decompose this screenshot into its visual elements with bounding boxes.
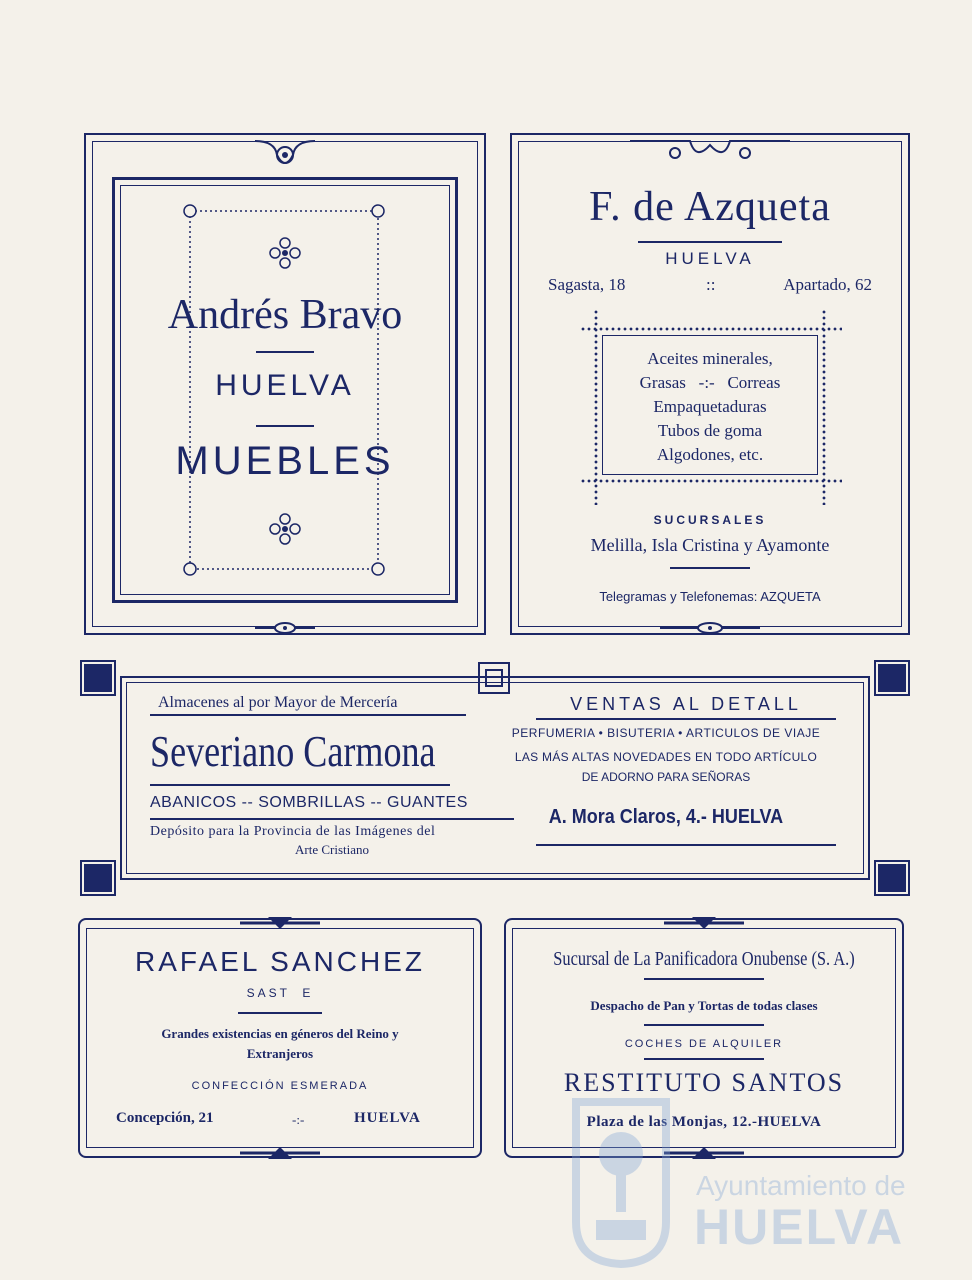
ad-andres-bravo [84,133,486,635]
retail-title: VENTAS AL DETALL [570,694,802,714]
address-street: Sagasta, 18 [548,275,626,294]
business-name: RAFAEL SANCHEZ [135,946,425,977]
stock-line-1: Grandes existencias en géneros del Reino y [161,1026,399,1041]
business-name: Andrés Bravo [167,292,403,338]
product-item: Empaquetaduras [653,397,767,416]
dotted-border [580,327,842,331]
business-name: F. de Azqueta [589,184,831,230]
items-label: ABANICOS -- SOMBRILLAS -- GUANTES [150,794,468,811]
address-separator: -:- [292,1112,305,1127]
divider [644,978,764,980]
divider [256,351,314,353]
top-ornament-icon [240,916,320,930]
retail-line-3: DE ADORNO PARA SEÑORAS [581,770,751,784]
flower-ornament-icon [267,235,303,271]
bakery-line: Despacho de Pan y Tortas de todas clases [590,998,818,1013]
product-item: Algodones, etc. [656,445,764,464]
ad-rafael-sanchez [78,918,482,1158]
corner-frame-icon [874,860,910,896]
business-name: Severiano Carmona [150,727,436,776]
watermark-line-1: Ayuntamiento de [696,1170,906,1201]
center-ornament-icon [485,669,503,687]
stock-line-2: Extranjeros [246,1046,314,1061]
bottom-ornament-icon [240,1146,320,1160]
wholesale-label: Almacenes al por Mayor de Mercería [158,694,398,711]
city-shield-watermark-icon [566,1092,676,1268]
divider [536,844,836,846]
carriages-line: COCHES DE ALQUILER [624,1038,784,1050]
divider [256,425,314,427]
dotted-border [580,479,842,483]
divider [536,718,836,720]
city-label: HUELVA [215,369,355,402]
deposit-line-1: Depósito para la Provincia de las Imágenes del [150,824,436,839]
retail-line-1: PERFUMERIA • BISUTERIA • ARTICULOS DE VIAJE [511,726,821,740]
product-item: Grasas -:- Correas [639,373,781,392]
business-name: RESTITUTO SANTOS [563,1068,845,1097]
city-label: HUELVA [354,1110,421,1126]
address-label: Concepción, 21 [116,1110,214,1126]
address-label: Plaza de las Monjas, 12.-HUELVA [586,1114,822,1130]
deposit-line-2: Arte Cristiano [294,842,369,857]
divider [644,1024,764,1026]
corner-frame-icon [80,660,116,696]
product-item: Tubos de goma [657,421,763,440]
address-label: A. Mora Claros, 4.- HUELVA [548,806,784,828]
address-box: Apartado, 62 [783,275,872,294]
branches-list: Melilla, Isla Cristina y Ayamonte [590,535,830,555]
branches-title: SUCURSALES [653,513,767,527]
watermark-line-2: HUELVA [694,1199,905,1255]
divider [638,241,782,243]
divider [150,818,514,820]
ad-restituto-santos [504,918,904,1158]
flower-ornament-icon [267,511,303,547]
bottom-ornament-icon [660,621,760,635]
corner-frame-icon [874,660,910,696]
ad-severiano-carmona [80,660,910,896]
ad-azqueta [510,133,910,635]
bottom-ornament-icon [255,621,315,635]
trade-label: SAST E [246,986,314,1000]
corner-frame-icon [80,860,116,896]
bottom-ornament-icon [664,1146,744,1160]
divider [644,1058,764,1060]
product-label: MUEBLES [175,439,395,483]
branch-title: Sucursal de La Panificadora Onubense (S. A.) [553,948,855,970]
retail-line-2: LAS MÁS ALTAS NOVEDADES EN TODO ARTÍCULO [514,750,818,764]
scroll-ornament-icon [630,133,790,163]
divider [150,714,466,716]
tagline: CONFECCIÓN ESMERADA [191,1080,369,1092]
divider [670,567,750,569]
divider [150,784,450,786]
telegrams-line: Telegramas y Telefonemas: AZQUETA [599,589,821,604]
top-ornament-icon [664,916,744,930]
scroll-ornament-icon [255,133,315,177]
product-item: Aceites minerales, [647,349,773,368]
address-separator: :: [706,275,716,294]
divider [238,1012,322,1014]
city-label: HUELVA [665,249,755,268]
